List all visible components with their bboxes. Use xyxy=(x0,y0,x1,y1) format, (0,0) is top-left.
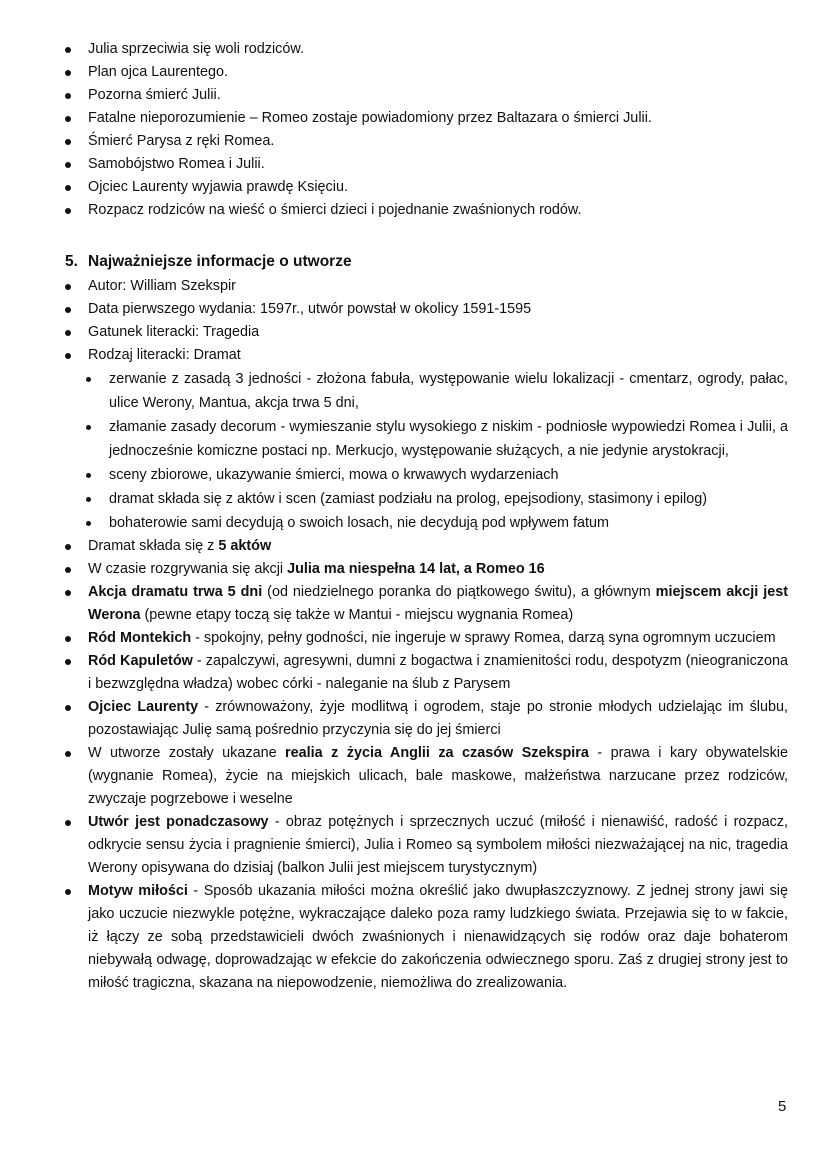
info-kapuletow xyxy=(65,650,788,696)
montekich-text: - spokojny, pełny godności, nie ingeruje w sprawy Romea, darzą syna ogromnym uczuciem xyxy=(191,630,776,646)
laurenty-text: - zrównoważony, żyje modlitwą i ogrodem, staje po stronie młodych udzielając im ślubu, pozostawiając Julię samą pośrednio przyczynia się do jej śmierci xyxy=(88,699,788,738)
list-item: Fatalne nieporozumienie – Romeo zostaje powiadomiony przez Baltazara o śmierci Julii. xyxy=(65,107,765,130)
sub-list-item: sceny zbiorowe, ukazywanie śmierci, mowa o krwawych wydarzeniach xyxy=(65,463,788,487)
info-realia xyxy=(65,742,788,811)
section-title: Najważniejsze informacje o utworze xyxy=(88,253,352,270)
info-montekich xyxy=(65,627,788,650)
section-heading xyxy=(65,251,352,273)
work-info-list xyxy=(65,275,788,995)
info-ages xyxy=(65,558,788,581)
ponadczasowy-bold: Utwór jest ponadczasowy xyxy=(88,814,269,830)
duration-bold: Akcja dramatu trwa 5 dni xyxy=(88,584,263,600)
info-duration xyxy=(65,581,788,627)
section-number: 5. xyxy=(65,253,78,270)
list-item: Ojciec Laurenty wyjawia prawdę Księciu. xyxy=(65,176,765,199)
info-kind xyxy=(65,344,788,535)
realia-text-pre: W utworze zostały ukazane xyxy=(88,745,286,761)
kapuletow-text: - zapalczywi, agresywni, dumni z bogactwa i znamienitości rodu, despotyzm (nieograniczona i bezwzględna władza) wobec córki - naleganie na ślub z Parysem xyxy=(88,653,788,692)
info-author: Autor: William Szekspir xyxy=(65,275,788,298)
acts-bold: 5 aktów xyxy=(218,538,272,554)
ponadczasowy-text: - obraz potężnych i sprzecznych uczuć (miłość i nienawiść, radość i rozpacz, odkrycie sensu życia i pragnienie śmierci), Julia i Romeo są symbolem miłości niezważającej na nic, tragedia Werony opisywana do dzisiaj (balkon Julii jest miejscem turystycznym) xyxy=(88,814,789,876)
list-item: Julia sprzeciwia się woli rodziców. xyxy=(65,38,765,61)
realia-bold: realia z życia Anglii za czasów Szekspira xyxy=(285,745,589,761)
motyw-text: - Sposób ukazania miłości można określić jako dwupłaszczyznowy. Z jednej strony jawi się jako uczucie niezwykle potężne, wykraczające daleko poza ramy ludzkiego świata. Przejawia się to w fakcie, iż łączy ze sobą przedstawicieli dwóch zwaśnionych i nienawidzących się rodów oraz daje bohaterom niebywałą odwagę, doprowadzając w efekcie do zakończenia odwiecznego sporu. Zaś z drugiej strony jest to miłość tragiczna, skazana na niepowodzenie, niemożliwa do zrealizowania. xyxy=(88,883,788,991)
kind-sub-list xyxy=(88,367,788,535)
info-laurenty xyxy=(65,696,788,742)
list-item: Plan ojca Laurentego. xyxy=(65,61,765,84)
plot-events-list xyxy=(65,38,765,222)
list-item: Samobójstwo Romea i Julii. xyxy=(65,153,765,176)
realia-text-post: - prawa i kary obywatelskie (wygnanie Romea), życie na miejskich ulicach, bale maskowe, małżeństwa narzucane przez rodziców, zwyczaje pogrzebowe i weselne xyxy=(88,745,788,807)
page-number: 5 xyxy=(778,1098,787,1115)
info-motyw xyxy=(65,880,788,995)
kapuletow-bold: Ród Kapuletów xyxy=(88,653,193,669)
duration-text: (od niedzielnego poranka do piątkowego świtu), a głównym xyxy=(262,584,656,600)
info-genre: Gatunek literacki: Tragedia xyxy=(65,321,788,344)
sub-list-item: dramat składa się z aktów i scen (zamiast podziału na prolog, epejsodiony, stasimony i epilog) xyxy=(65,487,788,511)
info-kind-label: Rodzaj literacki: Dramat xyxy=(88,347,241,363)
info-date: Data pierwszego wydania: 1597r., utwór powstał w okolicy 1591-1595 xyxy=(65,298,788,321)
sub-list-item: złamanie zasady decorum - wymieszanie stylu wysokiego z niskim - podniosłe wypowiedzi Romea i Julii, a jednocześnie komiczne postaci np. Merkucjo, występowanie służących, a nie jedynie arystokracji, xyxy=(65,415,788,463)
list-item: Pozorna śmierć Julii. xyxy=(65,84,765,107)
sub-list-item: bohaterowie sami decydują o swoich losach, nie decydują pod wpływem fatum xyxy=(65,511,788,535)
motyw-bold: Motyw miłości xyxy=(88,883,188,899)
place-bold: miejscem akcji jest Werona xyxy=(88,584,789,623)
info-ponadczasowy xyxy=(65,811,788,880)
list-item: Rozpacz rodziców na wieść o śmierci dzieci i pojednanie zwaśnionych rodów. xyxy=(65,199,765,222)
montekich-bold: Ród Montekich xyxy=(88,630,192,646)
ages-bold: Julia ma niespełna 14 lat, a Romeo 16 xyxy=(287,561,545,577)
info-acts xyxy=(65,535,788,558)
acts-text: Dramat składa się z xyxy=(88,538,219,554)
list-item: Śmierć Parysa z ręki Romea. xyxy=(65,130,765,153)
sub-list-item: zerwanie z zasadą 3 jedności - złożona fabuła, występowanie wielu lokalizacji - cmentarz, ogrody, pałac, ulice Werony, Mantua, akcja trwa 5 dni, xyxy=(65,367,788,415)
ages-text: W czasie rozgrywania się akcji xyxy=(88,561,288,577)
place-text: (pewne etapy toczą się także w Mantui - miejscu wygnania Romea) xyxy=(140,607,574,623)
laurenty-bold: Ojciec Laurenty xyxy=(88,699,199,715)
